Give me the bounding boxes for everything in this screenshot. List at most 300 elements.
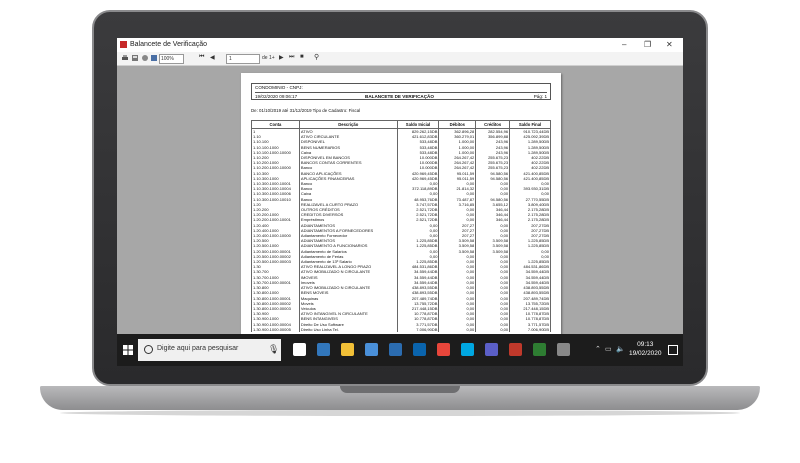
table-cell: Direito De Uso Software — [299, 322, 397, 327]
report-header — [251, 83, 551, 100]
table-cell: 1.225,85DB — [510, 259, 551, 264]
table-cell: 207,27 — [439, 228, 476, 233]
table-cell: 3.509,58 — [439, 238, 476, 243]
table-cell: 0,00 — [476, 311, 510, 316]
table-cell: 10.778,87DB — [397, 311, 439, 316]
table-cell: 0,00 — [476, 191, 510, 196]
table-cell: 0,00 — [510, 181, 551, 186]
table-cell: 3.771,57DB — [510, 322, 551, 327]
table-cell: 420.969,45DB — [397, 176, 439, 181]
report-toolbar — [117, 52, 683, 66]
table-cell: 1.225,85DB — [397, 259, 439, 264]
table-cell: BANCO APLICAÇÕES — [299, 171, 397, 176]
table-cell: 1.10.200.1000 — [252, 160, 300, 165]
table-cell: 533,48DB — [397, 139, 439, 144]
table-cell: 1.30.700.1000 — [252, 275, 300, 280]
column-header: Créditos — [476, 121, 510, 129]
table-cell: 1.30.900.1000.00004 — [252, 322, 300, 327]
table-cell: 207,27DB — [510, 228, 551, 233]
page-number-input[interactable]: 1 — [226, 54, 260, 64]
table-cell: 1.30.900 — [252, 311, 300, 316]
table-cell: 1.10.100.1000 — [252, 145, 300, 150]
table-row — [252, 327, 551, 332]
table-cell: 0,00 — [439, 306, 476, 311]
table-cell: 484.531,86DB — [510, 264, 551, 269]
table-cell: BENS MOVEIS — [299, 290, 397, 295]
table-cell: 10.000DB — [397, 165, 439, 170]
table-cell: 2.175,28DB — [510, 217, 551, 222]
table-cell: 1.10.300.1000 — [252, 176, 300, 181]
table-cell: Banco — [299, 181, 397, 186]
table-cell: 425.092,39DB — [510, 134, 551, 139]
column-header: Conta — [252, 121, 300, 129]
table-cell: 0,00 — [476, 233, 510, 238]
table-cell: 34.559,44DB — [510, 275, 551, 280]
table-cell: 1.289,50DB — [510, 150, 551, 155]
table-cell: 1.30.700 — [252, 269, 300, 274]
table-cell: 10.778,87DB — [397, 316, 439, 321]
chevron-up-icon[interactable]: ⌃ — [595, 346, 601, 353]
table-cell: REALIZAVEL A CURTO PRAZO — [299, 202, 397, 207]
zoom-select[interactable]: 100% — [159, 54, 184, 64]
table-cell: CREDITOS DIVERSOS — [299, 212, 397, 217]
table-cell: 0,00 — [476, 327, 510, 332]
table-cell: 1.289,50DB — [510, 145, 551, 150]
table-cell: IMOVEIS — [299, 275, 397, 280]
table-cell: 1.30.800.1000.00002 — [252, 301, 300, 306]
report-title: BALANCETE DE VERIFICAÇÃO — [365, 94, 434, 99]
table-cell: BENS NUMERARIOS — [299, 145, 397, 150]
table-cell: 282.554,96 — [476, 129, 510, 135]
table-cell: 1.225,85DB — [510, 243, 551, 248]
table-cell: 1.30.900.1000 — [252, 316, 300, 321]
laptop-shadow — [60, 410, 740, 416]
table-cell: 207,27 — [439, 223, 476, 228]
table-cell: 243,96 — [476, 150, 510, 155]
table-cell: 1.20 — [252, 202, 300, 207]
table-cell: ADIANTAMENTOS — [299, 238, 397, 243]
table-cell: BANCOS CONTAS CORRENTES — [299, 160, 397, 165]
table-cell: 0,00 — [397, 254, 439, 259]
outlook-icon[interactable] — [413, 343, 426, 356]
table-cell: 0,00 — [439, 181, 476, 186]
table-cell: 1.30 — [252, 264, 300, 269]
clock-time: 09:13 — [637, 341, 654, 348]
table-cell: 207,27DB — [510, 233, 551, 238]
last-page-icon[interactable]: ⏭ — [289, 54, 295, 60]
table-cell: ATIVO — [299, 129, 397, 135]
table-cell: 217.448,15DB — [510, 306, 551, 311]
table-cell: 34.559,44DB — [397, 275, 439, 280]
table-cell: 2.175,28DB — [510, 212, 551, 217]
table-cell: 0,00 — [439, 280, 476, 285]
table-cell: 1.10.300.1000.10006 — [252, 191, 300, 196]
table-cell: Maquinas — [299, 296, 397, 301]
taskbar-clock[interactable] — [629, 340, 662, 358]
taskbar-search-box[interactable] — [138, 339, 281, 361]
explorer-icon[interactable] — [341, 343, 354, 356]
table-cell: 1.20.200.1000.10001 — [252, 217, 300, 222]
table-cell: 13.755,72DB — [397, 301, 439, 306]
stop-icon[interactable]: ■ — [300, 54, 304, 60]
table-cell: 2.175,28DB — [510, 207, 551, 212]
table-cell: ATIVO REALIZAVEL A LONGO PRAZO — [299, 264, 397, 269]
minimize-button[interactable]: – — [622, 40, 627, 49]
table-cell: 1.000,00 — [439, 145, 476, 150]
table-cell: 1.30.900.1000.00005 — [252, 327, 300, 332]
report-period: De: 01/10/2019 até 31/12/2019 Tipo de Cadastro: Fiscal — [251, 108, 361, 113]
table-cell: 207,27 — [439, 233, 476, 238]
table-cell: 0,00 — [510, 191, 551, 196]
table-cell: 7.006,90DB — [397, 327, 439, 332]
task-view-icon[interactable] — [293, 343, 306, 356]
table-cell: 0,00 — [397, 228, 439, 233]
table-cell: 0,00 — [476, 306, 510, 311]
microphone-icon[interactable]: 🎙 — [268, 344, 280, 354]
table-cell: 1.10.300 — [252, 171, 300, 176]
company-name: CONDOMINIO - CNPJ: — [255, 85, 303, 90]
volume-icon[interactable]: 🔈 — [616, 346, 625, 353]
table-cell: 0,00 — [439, 259, 476, 264]
table-cell: 402.22DB — [510, 155, 551, 160]
table-cell: 421.400,85DB — [510, 176, 551, 181]
table-cell: 1.20.400.1000 — [252, 228, 300, 233]
table-cell: 0,00 — [439, 254, 476, 259]
table-cell: 0,00 — [476, 254, 510, 259]
table-cell: 21.814,32 — [439, 186, 476, 191]
table-cell: 356.899,88 — [476, 134, 510, 139]
table-cell: 94.580,56 — [476, 171, 510, 176]
table-cell: 1.30.800.1000.00001 — [252, 296, 300, 301]
table-cell: 402.22DB — [510, 160, 551, 165]
teams-icon[interactable] — [485, 343, 498, 356]
table-cell: 1.10.300.1000.10010 — [252, 197, 300, 202]
table-cell: 7.006,90DB — [510, 327, 551, 332]
table-cell: 1 — [252, 129, 300, 135]
report-viewer[interactable] — [117, 66, 683, 334]
table-cell: 1.000,00 — [439, 139, 476, 144]
table-cell: BENS INTANGIVEIS — [299, 316, 397, 321]
table-cell: 1.20.500.1000.00002 — [252, 254, 300, 259]
table-cell: 10.778,87DB — [510, 316, 551, 321]
table-cell: 1.289,50DB — [510, 139, 551, 144]
table-cell: 10.778,87DB — [510, 311, 551, 316]
table-cell: 207.489,74DB — [397, 296, 439, 301]
table-cell: 10.000DB — [397, 160, 439, 165]
next-page-icon[interactable]: ▶ — [279, 55, 284, 61]
table-cell: 533,48DB — [397, 145, 439, 150]
table-cell: 0,00 — [397, 249, 439, 254]
page-total: de 1+ — [262, 55, 275, 61]
table-cell: Caixa — [299, 150, 397, 155]
table-cell: 0,00 — [439, 290, 476, 295]
table-cell: 0,00 — [439, 191, 476, 196]
table-cell: Adiantamento de Salarios — [299, 249, 397, 254]
network-icon[interactable]: ▭ — [605, 346, 612, 353]
table-cell: ADIANTAMENTOS A FORNECEDORES — [299, 228, 397, 233]
table-cell: 0,00 — [439, 217, 476, 222]
table-cell: 1.20.500.1000.00001 — [252, 249, 300, 254]
table-cell: 73.487,87 — [439, 197, 476, 202]
table-cell: 27.770,55DB — [510, 197, 551, 202]
table-cell: 0,00 — [476, 280, 510, 285]
table-cell: 346,44 — [476, 212, 510, 217]
table-cell: 346,44 — [476, 207, 510, 212]
table-cell: ATIVO IMOBILIZADO N CIRCULANTE — [299, 269, 397, 274]
table-cell: ATIVO CIRCULANTE — [299, 134, 397, 139]
table-cell: 0,00 — [476, 228, 510, 233]
table-cell: 94.580,56 — [476, 176, 510, 181]
table-cell: 1.10.300.1000.10004 — [252, 186, 300, 191]
table-cell: 421.612,83DB — [397, 134, 439, 139]
table-cell: 1.10.300.1000.10001 — [252, 181, 300, 186]
table-cell: 1.10.100.1000.10000 — [252, 150, 300, 155]
table-cell: 0,00 — [439, 322, 476, 327]
table-cell: 1.10 — [252, 134, 300, 139]
table-cell: 10.000DB — [397, 155, 439, 160]
store-icon[interactable] — [365, 343, 378, 356]
table-cell: 0,00 — [476, 223, 510, 228]
table-cell: ADIANTAMENTO A FUNCIONARIOS — [299, 243, 397, 248]
table-cell: 1.10.200 — [252, 155, 300, 160]
table-cell: 0,00 — [397, 191, 439, 196]
table-cell: 0,00 — [439, 212, 476, 217]
table-cell: 255.675,23 — [476, 155, 510, 160]
table-cell: 438.893,55DB — [397, 290, 439, 295]
table-cell: 1.000,00 — [439, 150, 476, 155]
table-cell: 0,00 — [397, 223, 439, 228]
table-cell: 0,00 — [476, 290, 510, 295]
table-cell: 0,00 — [476, 275, 510, 280]
table-cell: Adiantamento de Ferias — [299, 254, 397, 259]
table-cell: 0,00 — [439, 311, 476, 316]
table-cell: APLICAÇÕES FINANCEIRAS — [299, 176, 397, 181]
table-cell: 2.521,72DB — [397, 217, 439, 222]
table-cell: 393.930,31DB — [510, 186, 551, 191]
table-cell: 95.011,59 — [439, 176, 476, 181]
table-cell: Banco — [299, 165, 397, 170]
table-cell: 438.893,55DB — [510, 290, 551, 295]
table-cell: DISPONIVEL — [299, 139, 397, 144]
screen — [117, 38, 683, 366]
table-cell: ATIVO INTANGIVEL N CIRCULANTE — [299, 311, 397, 316]
table-cell: 3.809,40DB — [510, 202, 551, 207]
table-cell: 484.531,86DB — [397, 264, 439, 269]
table-cell: 1.20.200 — [252, 207, 300, 212]
table-cell: 3.655,12 — [476, 202, 510, 207]
search-icon[interactable]: ⚲ — [314, 54, 320, 61]
table-cell: 0,00 — [439, 285, 476, 290]
export-icon[interactable] — [131, 54, 139, 62]
table-cell: Caixa — [299, 191, 397, 196]
table-cell: 1.30.800 — [252, 285, 300, 290]
table-cell: 1.20.500 — [252, 238, 300, 243]
table-cell: 1.10.100 — [252, 139, 300, 144]
table-cell: 0,00 — [439, 207, 476, 212]
table-cell: 3.509,58 — [439, 249, 476, 254]
table-cell: 264.267,42 — [439, 165, 476, 170]
table-cell: 0,00 — [476, 296, 510, 301]
skype-icon[interactable] — [461, 343, 474, 356]
table-cell: 0,00 — [439, 269, 476, 274]
table-cell: 910.723,44DB — [510, 129, 551, 135]
table-cell: 421.400,85DB — [510, 171, 551, 176]
table-cell: Adiantamento de 13º Salario — [299, 259, 397, 264]
table-cell: Adiantamento Fornecedor — [299, 233, 397, 238]
table-cell: 0,00 — [439, 327, 476, 332]
table-cell: Empréstimos — [299, 217, 397, 222]
table-cell: 3.716,85 — [439, 202, 476, 207]
table-cell: 0,00 — [476, 186, 510, 191]
table-cell: 1.225,85DB — [397, 238, 439, 243]
window-titlebar — [117, 38, 683, 53]
table-cell: 1.20.400 — [252, 223, 300, 228]
table-cell: 2.521,72DB — [397, 212, 439, 217]
table-cell: 0,00 — [476, 259, 510, 264]
windows-start-icon[interactable] — [123, 345, 133, 355]
close-button[interactable]: ✕ — [666, 40, 673, 49]
table-cell: 0,00 — [476, 269, 510, 274]
table-cell: 34.559,44DB — [397, 280, 439, 285]
table-cell: 0,00 — [439, 316, 476, 321]
settings-icon[interactable] — [557, 343, 570, 356]
report-page-number: Pág: 1 — [533, 94, 547, 99]
table-body — [252, 129, 551, 332]
table-cell: 0,00 — [510, 254, 551, 259]
save-icon[interactable] — [150, 54, 158, 62]
table-cell: DISPONIVEL EM BANCOS — [299, 155, 397, 160]
table-cell: 1.20.500.1000.00003 — [252, 259, 300, 264]
table-cell: ATIVO IMOBILIZADO N CIRCULANTE — [299, 285, 397, 290]
column-header: Saldo Inicial — [397, 121, 439, 129]
print-icon[interactable] — [121, 54, 129, 62]
mail-icon[interactable] — [389, 343, 402, 356]
table-cell: 34.559,44DB — [510, 269, 551, 274]
table-cell: 34.559,44DB — [397, 269, 439, 274]
table-cell: Banco — [299, 197, 397, 202]
table-cell: 0,00 — [439, 301, 476, 306]
prev-page-icon[interactable]: ◀ — [210, 55, 215, 61]
table-cell: 1.10.200.1000.10000 — [252, 165, 300, 170]
table-cell: 207.489,74DB — [510, 296, 551, 301]
maximize-button[interactable]: ❐ — [644, 40, 652, 49]
edge-icon[interactable] — [317, 343, 330, 356]
table-cell: Imoveis — [299, 280, 397, 285]
table-cell: 1.20.400.1000.10000 — [252, 233, 300, 238]
table-cell: 0,00 — [476, 301, 510, 306]
table-cell: 438.893,55DB — [397, 285, 439, 290]
app-icon[interactable] — [509, 343, 522, 356]
laptop-notch — [340, 386, 460, 393]
column-header: Débitos — [439, 121, 476, 129]
table-cell: 0,00 — [476, 264, 510, 269]
table-cell: 1.20.500.1000 — [252, 243, 300, 248]
table-cell: 0,00 — [439, 296, 476, 301]
table-cell: 243,96 — [476, 145, 510, 150]
table-cell: 3.771,57DB — [397, 322, 439, 327]
table-cell: 95.011,59 — [439, 171, 476, 176]
search-placeholder: Digite aqui para pesquisar — [157, 345, 239, 352]
page-setup-icon[interactable] — [141, 54, 149, 62]
table-cell: 1.225,85DB — [397, 243, 439, 248]
first-page-icon[interactable]: ⏮ — [199, 54, 205, 60]
table-cell: 0,00 — [476, 181, 510, 186]
system-icon[interactable] — [533, 343, 546, 356]
table-cell: 829.262,15DB — [397, 129, 439, 135]
table-cell: 402.22DB — [510, 165, 551, 170]
table-cell: 13.755,72DB — [510, 301, 551, 306]
table-cell: 243,96 — [476, 139, 510, 144]
table-cell: 0,00 — [476, 285, 510, 290]
table-cell: 264.267,42 — [439, 160, 476, 165]
search-icon — [144, 345, 153, 354]
table-cell: Direito Uso Linha Tel. — [299, 327, 397, 332]
table-cell: 48.953,76DB — [397, 197, 439, 202]
table-cell: 0,00 — [439, 264, 476, 269]
table-cell: 346,44 — [476, 217, 510, 222]
table-cell: 533,48DB — [397, 150, 439, 155]
table-cell: 94.580,56 — [476, 197, 510, 202]
table-cell: 3.509,58 — [439, 243, 476, 248]
table-cell: 1.225,85DB — [510, 238, 551, 243]
column-header: Descrição — [299, 121, 397, 129]
balance-table — [251, 120, 551, 332]
table-cell: 0,00 — [476, 322, 510, 327]
table-cell: 360.279,01 — [439, 134, 476, 139]
table-cell: ADIANTAMENTOS — [299, 223, 397, 228]
table-cell: 0,00 — [476, 316, 510, 321]
table-cell: 1.30.700.1000.00001 — [252, 280, 300, 285]
table-cell: 255.675,23 — [476, 165, 510, 170]
table-cell: 372.118,89DB — [397, 186, 439, 191]
table-cell: 255.675,23 — [476, 160, 510, 165]
table-cell: Moveis — [299, 301, 397, 306]
report-page — [241, 73, 561, 334]
report-datetime: 19/02/2020 09:06:17 — [255, 94, 298, 99]
table-cell: 362.896,28 — [439, 129, 476, 135]
table-cell: 2.521,72DB — [397, 207, 439, 212]
table-cell: 3.509,58 — [476, 243, 510, 248]
table-cell: 438.893,55DB — [510, 285, 551, 290]
table-cell: 34.559,44DB — [510, 280, 551, 285]
table-cell: 0,00 — [397, 181, 439, 186]
table-cell: 217.448,15DB — [397, 306, 439, 311]
table-cell: 0,00 — [397, 233, 439, 238]
table-header-row — [252, 121, 551, 129]
clock-date: 19/02/2020 — [629, 350, 662, 357]
table-cell: OUTROS CRÉDITOS — [299, 207, 397, 212]
table-cell: 420.969,45DB — [397, 171, 439, 176]
table-cell: 3.509,58 — [476, 238, 510, 243]
table-cell: 0,00 — [439, 275, 476, 280]
table-cell: 3.509,58 — [476, 249, 510, 254]
table-cell: Banco — [299, 186, 397, 191]
table-cell: 1.30.800.1000.00003 — [252, 306, 300, 311]
table-cell: 0,00 — [510, 249, 551, 254]
window-title: Balancete de Verificação — [130, 41, 208, 48]
chrome-icon[interactable] — [437, 343, 450, 356]
table-cell: 207,27DB — [510, 223, 551, 228]
table-cell: 1.20.200.1000 — [252, 212, 300, 217]
table-cell: 3.747,57DB — [397, 202, 439, 207]
table-cell: 1.30.800.1000 — [252, 290, 300, 295]
column-header: Saldo Final — [510, 121, 551, 129]
taskbar — [117, 334, 683, 366]
table-cell: 264.267,42 — [439, 155, 476, 160]
table-cell: Veiculos — [299, 306, 397, 311]
notification-icon[interactable] — [668, 345, 678, 355]
app-icon — [120, 41, 127, 48]
